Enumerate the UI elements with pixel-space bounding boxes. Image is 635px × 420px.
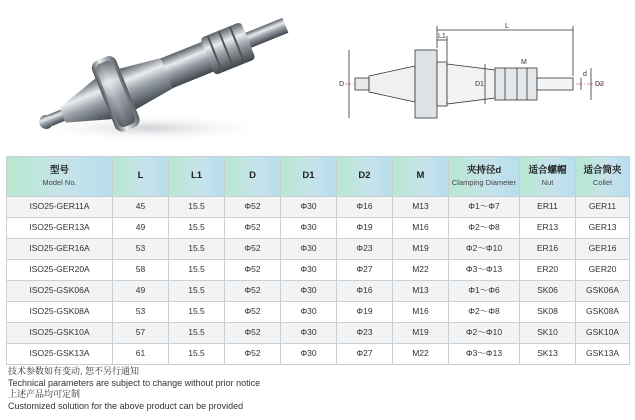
cell-nut: SK08 [520,302,576,323]
cell-clamping-diameter: Φ1～Φ6 [449,281,520,302]
dim-label-d2: D2 [595,81,604,88]
cell-clamping-diameter: Φ1～Φ7 [449,197,520,218]
cell-l1: 15.5 [169,323,225,344]
cell-l: 61 [113,344,169,365]
cell-d: Φ52 [225,239,281,260]
header-l: L [113,157,169,197]
table-row [7,197,630,218]
cell-clamping-diameter: Φ2～Φ8 [449,218,520,239]
cell-l: 45 [113,197,169,218]
dim-label-d1: D1 [475,81,484,88]
cell-l1: 15.5 [169,260,225,281]
cell-nut: SK10 [520,323,576,344]
cell-clamping-diameter: Φ3～Φ13 [449,344,520,365]
cell-l: 58 [113,260,169,281]
cell-collet: GSK13A [576,344,630,365]
cell-d1: Φ30 [281,239,337,260]
cell-l1: 15.5 [169,281,225,302]
cell-l: 53 [113,239,169,260]
cell-nut: SK06 [520,281,576,302]
cell-model: ISO25-GER13A [7,218,113,239]
header-clamping-diameter: 夹持径d Clamping Diameter [449,157,520,197]
cell-collet: GER11 [576,197,630,218]
cell-model: ISO25-GER11A [7,197,113,218]
cell-model: ISO25-GSK08A [7,302,113,323]
cell-model: ISO25-GER16A [7,239,113,260]
cell-d: Φ52 [225,323,281,344]
cell-d1: Φ30 [281,260,337,281]
cell-d2: Φ16 [337,281,393,302]
cell-d2: Φ27 [337,260,393,281]
cell-d2: Φ27 [337,344,393,365]
cell-collet: GER16 [576,239,630,260]
dim-label-d-small: d [583,71,587,78]
cell-collet: GER20 [576,260,630,281]
cell-nut: ER11 [520,197,576,218]
cell-m: M16 [393,218,449,239]
cell-d: Φ52 [225,260,281,281]
note-change-cn: 技术参数如有变动, 恕不另行通知 [8,366,140,376]
cell-d1: Φ30 [281,323,337,344]
table-body [7,197,630,365]
cell-d1: Φ30 [281,302,337,323]
cell-l: 53 [113,302,169,323]
table-row [7,239,630,260]
cell-model: ISO25-GSK06A [7,281,113,302]
cell-collet: GSK08A [576,302,630,323]
cell-nut: ER20 [520,260,576,281]
dim-label-l: L [505,23,509,30]
cell-l1: 15.5 [169,239,225,260]
cell-d2: Φ23 [337,323,393,344]
table-row [7,323,630,344]
cell-l: 49 [113,218,169,239]
table-row [7,302,630,323]
note-change-en: Technical parameters are subject to change without prior notice [8,377,261,388]
header-model: 型号 Model No. [7,157,113,197]
cell-m: M13 [393,197,449,218]
dim-label-m: M [521,59,527,66]
cell-nut: SK13 [520,344,576,365]
cell-collet: GSK06A [576,281,630,302]
cell-clamping-diameter: Φ2～Φ10 [449,239,520,260]
dim-label-d: D [339,81,345,88]
header-d2: D2 [337,157,393,197]
cell-d2: Φ19 [337,218,393,239]
header-d: D [225,157,281,197]
cell-m: M22 [393,344,449,365]
cell-l: 49 [113,281,169,302]
cell-d1: Φ30 [281,281,337,302]
cell-d: Φ52 [225,344,281,365]
note-custom-cn: 上述产品均可定制 [8,389,81,399]
table-header-row [7,157,630,197]
tool-holder-photo [0,0,310,150]
cell-model: ISO25-GSK13A [7,344,113,365]
cell-d: Φ52 [225,281,281,302]
cell-d: Φ52 [225,197,281,218]
table-row [7,260,630,281]
cell-nut: ER16 [520,239,576,260]
table-row [7,281,630,302]
cell-d: Φ52 [225,218,281,239]
cell-clamping-diameter: Φ3～Φ13 [449,260,520,281]
dim-label-l1: L1 [438,33,446,40]
cell-clamping-diameter: Φ2～Φ10 [449,323,520,344]
header-d1: D1 [281,157,337,197]
cell-l: 57 [113,323,169,344]
table-row [7,344,630,365]
cell-d2: Φ16 [337,197,393,218]
cell-m: M19 [393,323,449,344]
cell-d1: Φ30 [281,197,337,218]
cell-l1: 15.5 [169,218,225,239]
cell-model: ISO25-GER20A [7,260,113,281]
cell-m: M16 [393,302,449,323]
cell-m: M19 [393,239,449,260]
cell-d2: Φ19 [337,302,393,323]
header-nut: 适合螺帽 Nut [520,157,576,197]
cell-model: ISO25-GSK10A [7,323,113,344]
cell-nut: ER13 [520,218,576,239]
cell-d: Φ52 [225,302,281,323]
cell-d1: Φ30 [281,218,337,239]
header-m: M [393,157,449,197]
cell-l1: 15.5 [169,344,225,365]
notes [8,366,628,412]
table-row [7,218,630,239]
technical-drawing [325,18,625,140]
header-collet: 适合筒夹 Collet [576,157,630,197]
note-custom-en: Customized solution for the above product can be provided [8,400,244,411]
cell-m: M22 [393,260,449,281]
spec-table [6,156,630,365]
cell-l1: 15.5 [169,197,225,218]
header-l1: L1 [169,157,225,197]
cell-d2: Φ23 [337,239,393,260]
cell-l1: 15.5 [169,302,225,323]
cell-m: M13 [393,281,449,302]
cell-collet: GSK10A [576,323,630,344]
cell-clamping-diameter: Φ2～Φ8 [449,302,520,323]
cell-collet: GER13 [576,218,630,239]
cell-d1: Φ30 [281,344,337,365]
